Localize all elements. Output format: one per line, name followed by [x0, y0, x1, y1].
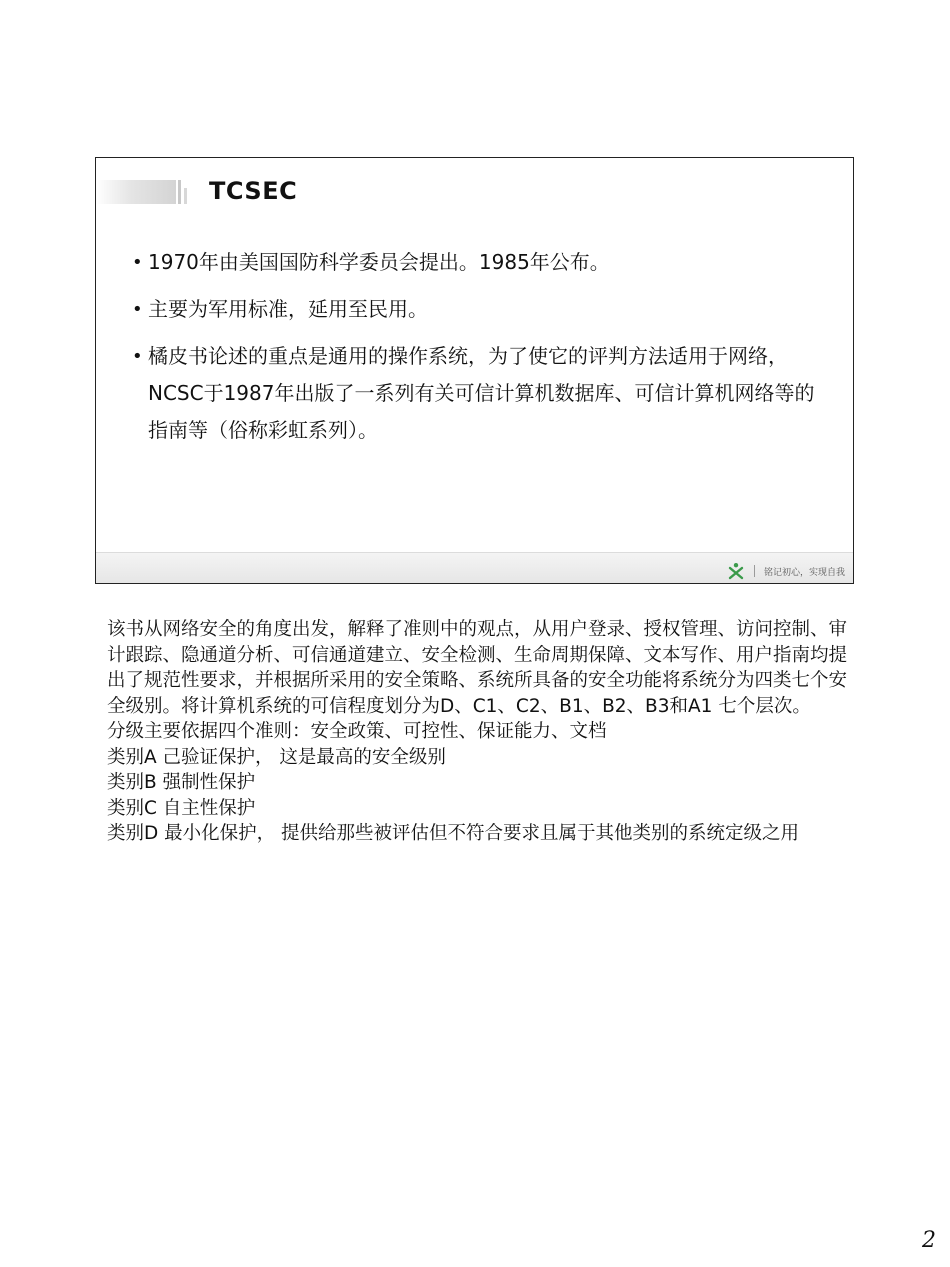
bullet-item: [132, 291, 822, 328]
notes-paragraph: 该书从网络安全的角度出发，解释了准则中的观点，从用户登录、授权管理、访问控制、审计跟踪、隐通道分析、可信通道建立、安全检测、生命周期保障、文本写作、用户指南均提出了规范性要求，并根据所采用的安全策略、系统所具备的安全功能将系统分为四类七个安全级别。将计算机系统的可信程度划分为D、C1、C2、B1、B2、B3和A1 七个层次。: [107, 619, 848, 717]
footer-slogan: 铭记初心，实现自我: [763, 568, 845, 578]
bullet-dot-icon: •: [132, 346, 143, 367]
bullet-dot-icon: •: [132, 252, 143, 273]
notes-class-c: 类别C 自主性保护: [107, 797, 256, 819]
page-number: 2: [922, 1228, 936, 1253]
title-decoration-tick: [184, 188, 187, 204]
title-decoration-tick: [178, 180, 181, 204]
slide-footer: [96, 552, 853, 583]
person-x-logo-icon: [727, 562, 745, 580]
slide-frame: [95, 157, 854, 584]
bullet-text: 1970年由美国国防科学委员会提出。1985年公布。: [148, 250, 610, 274]
bullet-text: 橘皮书论述的重点是通用的操作系统，为了使它的评判方法适用于网络，NCSC于1987年出版了一系列有关可信计算机数据库、可信计算机网络等的指南等（俗称彩虹系列）。: [148, 344, 815, 442]
bullet-item: [132, 338, 822, 449]
footer-divider: [754, 565, 755, 577]
bullet-item: [132, 244, 822, 281]
notes-class-b: 类别B 强制性保护: [107, 772, 256, 793]
notes-class-a: 类别A 己验证保护， 这是最高的安全级别: [107, 746, 446, 768]
slide-title: TCSEC: [209, 177, 298, 205]
notes-criteria: 分级主要依据四个准则：安全政策、可控性、保证能力、文档: [107, 721, 607, 742]
bullet-dot-icon: •: [132, 299, 143, 320]
speaker-notes: [107, 617, 852, 847]
title-decoration-bar: [96, 180, 176, 204]
bullet-text: 主要为军用标准，延用至民用。: [148, 297, 428, 321]
bullet-list: [132, 244, 822, 459]
notes-class-d: 类别D 最小化保护， 提供给那些被评估但不符合要求且属于其他类别的系统定级之用: [107, 823, 800, 844]
